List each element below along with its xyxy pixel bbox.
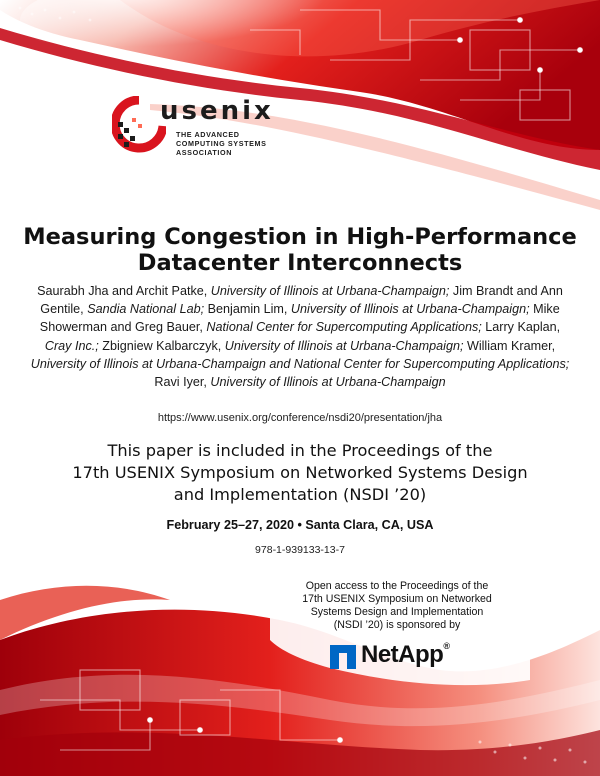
usenix-circle-mark-icon: [112, 96, 166, 156]
registered-mark: ®: [443, 641, 450, 651]
author-list: [26, 282, 574, 391]
author-names: Saurabh Jha and Archit Patke,: [37, 284, 211, 298]
netapp-sponsor-logo[interactable]: [330, 641, 480, 675]
title-line-2: Datacenter Interconnects: [137, 250, 463, 276]
author-names: Mike Showerman and Greg Bauer,: [39, 302, 560, 335]
proceedings-line-1: This paper is included in the Proceedings of the: [107, 441, 493, 460]
author-affiliation: University of Illinois at Urbana-Champaign;: [224, 338, 464, 353]
author-affiliation: Sandia National Lab;: [87, 302, 205, 317]
author-names: William Kramer,: [463, 338, 556, 353]
proceedings-line-3: and Implementation (NSDI ’20): [173, 485, 427, 504]
author-affiliation: University of Illinois at Urbana-Champaign: [210, 375, 446, 390]
proceedings-line-2: 17th USENIX Symposium on Networked Systems Design: [72, 463, 528, 482]
author-affiliation: Cray Inc.;: [44, 338, 99, 353]
usenix-tagline: THE ADVANCED COMPUTING SYSTEMS ASSOCIATION: [176, 130, 267, 157]
paper-url-link[interactable]: https://www.usenix.org/conference/nsdi20/presentation/jha: [157, 412, 443, 424]
paper-title: [20, 224, 580, 276]
author-names: Ravi Iyer,: [154, 375, 211, 390]
author-names: Benjamin Lim,: [204, 302, 291, 317]
open-access-line-2: 17th USENIX Symposium on Networked: [302, 593, 492, 605]
conference-dates-location: February 25–27, 2020 • Santa Clara, CA, USA: [166, 518, 434, 532]
open-access-line-1: Open access to the Proceedings of the: [305, 580, 489, 592]
proceedings-statement: [20, 440, 580, 506]
isbn: 978-1-939133-13-7: [255, 544, 345, 556]
open-access-statement: [282, 580, 512, 632]
open-access-line-3: Systems Design and Implementation: [310, 606, 484, 618]
usenix-wordmark: usenix: [160, 96, 274, 126]
author-affiliation: National Center for Supercomputing Applications;: [206, 320, 482, 335]
author-affiliation: University of Illinois at Urbana-Champaign and National Center for Supercomputing Applications;: [30, 356, 570, 371]
author-affiliation: University of Illinois at Urbana-Champaign;: [290, 302, 530, 317]
netapp-name: NetApp: [361, 641, 444, 668]
author-names: Zbigniew Kalbarczyk,: [98, 338, 225, 353]
open-access-line-4: (NSDI ’20) is sponsored by: [333, 619, 461, 631]
title-line-1: Measuring Congestion in High-Performance: [23, 224, 577, 250]
netapp-wordmark: [361, 641, 449, 669]
usenix-logo[interactable]: [112, 92, 312, 172]
author-affiliation: University of Illinois at Urbana-Champaign;: [210, 284, 450, 298]
netapp-n-icon: [330, 645, 356, 669]
author-names: Jim Brandt and Ann Gentile,: [40, 284, 563, 317]
author-names: Larry Kaplan,: [481, 320, 561, 335]
